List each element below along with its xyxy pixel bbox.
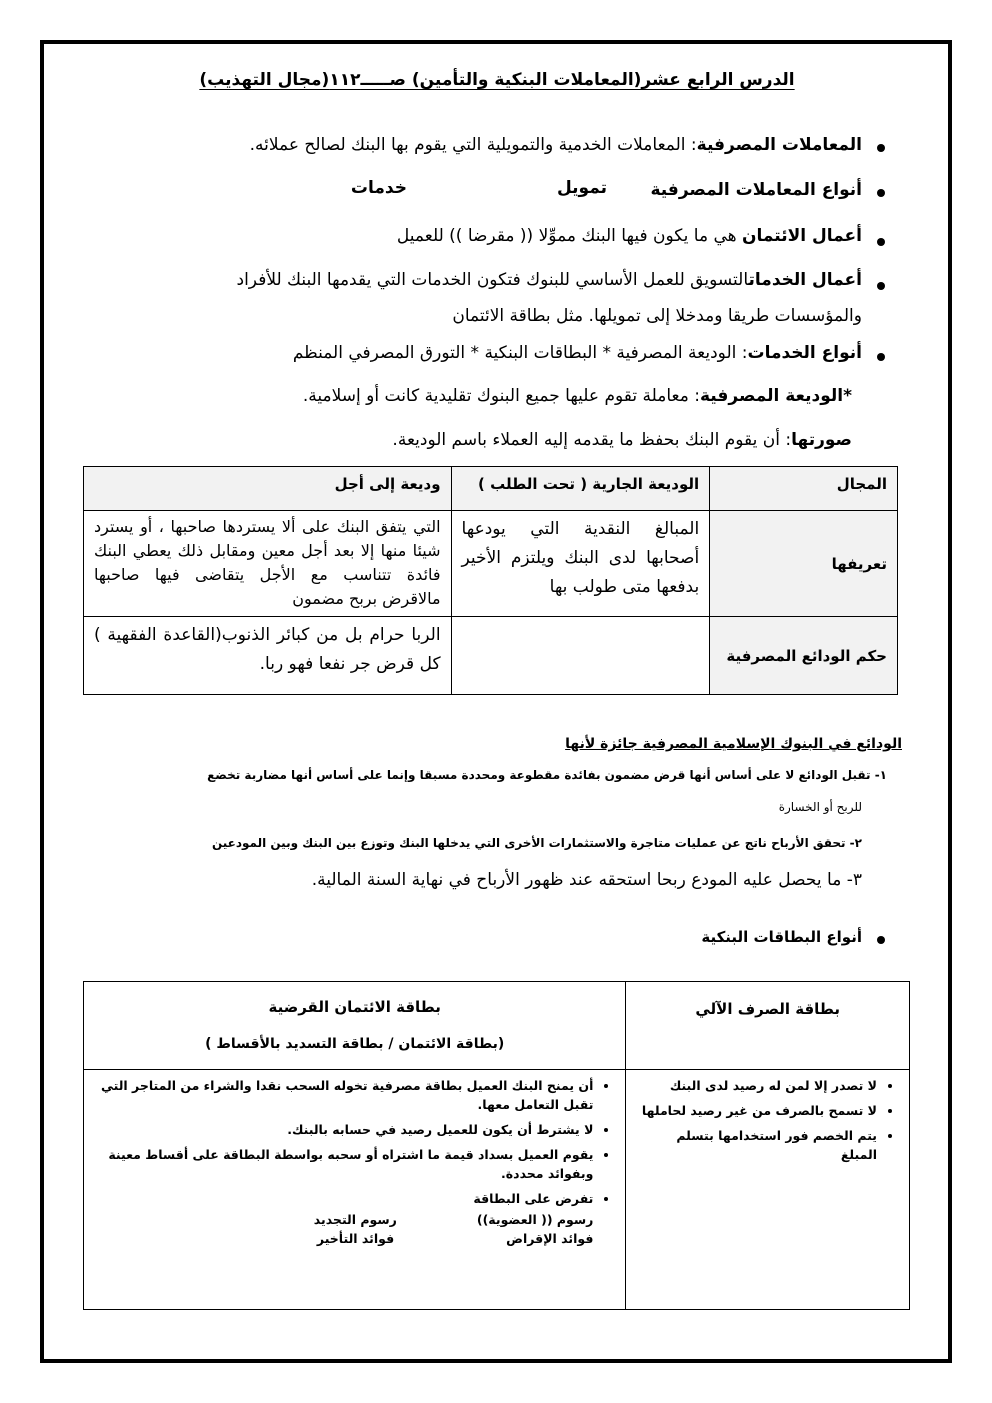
cell-term-ruling: الربا حرام بل من كبائر الذنوب(القاعدة الفقهية ) كل قرض جر نفعا فهو ربا. bbox=[84, 617, 452, 695]
list-item: • لا يشترط أن يكون للعميل رصيد في حسابه بالبنك. bbox=[94, 1120, 593, 1139]
bullet bbox=[877, 144, 885, 152]
deposit-form bbox=[392, 430, 852, 450]
definition-text: : الوديعة المصرفية * البطاقات البنكية * التورق المصرفي المنظم bbox=[292, 343, 748, 363]
card-types-heading: أنواع البطاقات البنكية bbox=[701, 928, 862, 946]
fee-lending-interest: فوائد الإقراض bbox=[506, 1231, 594, 1246]
bank-deposit-definition bbox=[303, 386, 852, 406]
credit-card-subtitle: (بطاقة الائتمان / بطاقة التسديد بالأقساط ) bbox=[205, 1036, 505, 1052]
table-header-row bbox=[84, 982, 910, 1070]
cell-current-definition: المبالغ النقدية التي يودعها أصحابها لدى البنك ويلتزم الأخير بدفعها متى طولب بها bbox=[451, 511, 710, 617]
definition-service-work bbox=[237, 270, 862, 290]
term: أعمال الائتمان bbox=[742, 226, 862, 246]
bullet bbox=[877, 282, 885, 290]
list-item: • لا تصدر إلا لمن له رصيد لدى البنك bbox=[636, 1076, 877, 1095]
deposits-table bbox=[83, 466, 898, 695]
term: أنواع الخدمات bbox=[747, 343, 862, 363]
list-item: • يتم الخصم فور استخدامها بتسلم المبلغ bbox=[636, 1126, 877, 1164]
service-types bbox=[293, 343, 862, 363]
definition-credit-work bbox=[397, 226, 862, 246]
atm-card-title: بطاقة الصرف الآلي bbox=[626, 982, 910, 1070]
table-row bbox=[84, 511, 898, 617]
cards-table bbox=[83, 981, 910, 1310]
definition-text: : معاملة تقوم عليها جميع البنوك تقليدية كانت أو إسلامية. bbox=[302, 386, 700, 406]
credit-card-title: بطاقة الائتمان القرضية bbox=[268, 998, 441, 1016]
term: أنواع المعاملات المصرفية bbox=[650, 180, 862, 200]
fee-renewal: رسوم التجديد bbox=[313, 1212, 397, 1227]
fee-late-interest: فوائد التأخير bbox=[316, 1231, 395, 1246]
cell-term-definition: التي يتفق البنك على ألا يستردها صاحبها ، أو يسترد شيئا منها إلا بعد أجل معين ومقابل ذلك يعطي البنك فائدة تتناسب مع الأجل يتقاضى فيها صاحبها مالاقرض بربح مضمون bbox=[84, 511, 452, 617]
table-row bbox=[84, 617, 898, 695]
islamic-item-1: ١- تقبل الودائع لا على أساس أنها قرض مضمون بفائدة مقطوعة ومحددة مسبقا وإنما على أساس أنها مضاربة تخضع bbox=[207, 768, 887, 782]
type-services: خدمات bbox=[350, 178, 407, 198]
islamic-item-2: ٢- تحقق الأرباح ناتج عن عمليات متاجرة والاستثمارات الأخرى التي يدخلها البنك وتوزع بين البنك وبين المودعين bbox=[211, 836, 862, 850]
row-label: حكم الودائع المصرفية bbox=[710, 617, 898, 695]
list-item: • أن يمنح البنك العميل بطاقة مصرفية تخوله السحب نقدا والشراء من المتاجر التي تقبل التعامل معها. bbox=[94, 1076, 593, 1114]
lesson-title: الدرس الرابع عشر(المعاملات البنكية والتأمين) صـــــ١١٢(مجال التهذيب) bbox=[199, 70, 795, 90]
fees-row-2 bbox=[94, 1229, 593, 1248]
list-item: • يقوم العميل بسداد قيمة ما اشتراه أو سحبه بواسطة البطاقة على أقساط معينة وبفوائد محددة. bbox=[94, 1145, 593, 1183]
table-row bbox=[84, 1070, 910, 1310]
header-field: المجال bbox=[710, 467, 898, 511]
term: *الوديعة المصرفية bbox=[699, 386, 852, 406]
cell-current-ruling bbox=[451, 617, 710, 695]
row-label: تعريفها bbox=[710, 511, 898, 617]
definition-text: التسويق للعمل الأساسي للبنوك فتكون الخدمات التي يقدمها البنك للأفراد bbox=[236, 270, 749, 290]
credit-card-header bbox=[84, 982, 626, 1070]
fees-row-1 bbox=[94, 1210, 593, 1229]
fee-membership: رسوم (( العضوية)) bbox=[476, 1212, 594, 1227]
credit-card-features bbox=[84, 1070, 626, 1310]
definition-text: هي ما يكون فيها البنك مموِّلا (( مقرضا )) للعميل bbox=[396, 226, 742, 246]
bullet bbox=[877, 353, 885, 361]
definition-banking-transactions bbox=[250, 135, 862, 155]
definition-service-work-cont: والمؤسسات طريقا ومدخلا إلى تمويلها. مثل بطاقة الائتمان bbox=[452, 306, 862, 326]
bullet bbox=[877, 189, 885, 197]
bullet bbox=[877, 936, 885, 944]
term: المعاملات المصرفية bbox=[696, 135, 862, 155]
table-header-row bbox=[84, 467, 898, 511]
definition-text: : أن يقوم البنك بحفظ ما يقدمه إليه العملاء باسم الوديعة. bbox=[392, 430, 792, 450]
atm-card-features bbox=[626, 1070, 910, 1310]
transaction-types bbox=[212, 180, 862, 200]
list-item bbox=[94, 1189, 593, 1248]
type-financing: تمويل bbox=[557, 178, 607, 198]
bullet bbox=[877, 238, 885, 246]
islamic-item-1-cont: للربح أو الخسارة bbox=[778, 800, 862, 814]
fees-label: تفرض على البطاقة bbox=[473, 1191, 594, 1206]
term: أعمال الخدمات bbox=[748, 270, 862, 290]
islamic-item-3: ٣- ما يحصل عليه المودع ربحا استحقه عند ظهور الأرباح في نهاية السنة المالية. bbox=[311, 870, 862, 890]
islamic-deposits-heading: الودائع في البنوك الإسلامية المصرفية جائزة لأنها bbox=[565, 736, 902, 752]
header-term-deposit: وديعة إلى أجل bbox=[84, 467, 452, 511]
header-current-deposit: الوديعة الجارية ( تحت الطلب ) bbox=[451, 467, 710, 511]
term: صورتها bbox=[791, 430, 852, 450]
list-item: • لا تسمح بالصرف من غير رصيد لحاملها bbox=[636, 1101, 877, 1120]
definition-text: : المعاملات الخدمية والتمويلية التي يقوم بها البنك لصالح عملائه. bbox=[249, 135, 697, 155]
